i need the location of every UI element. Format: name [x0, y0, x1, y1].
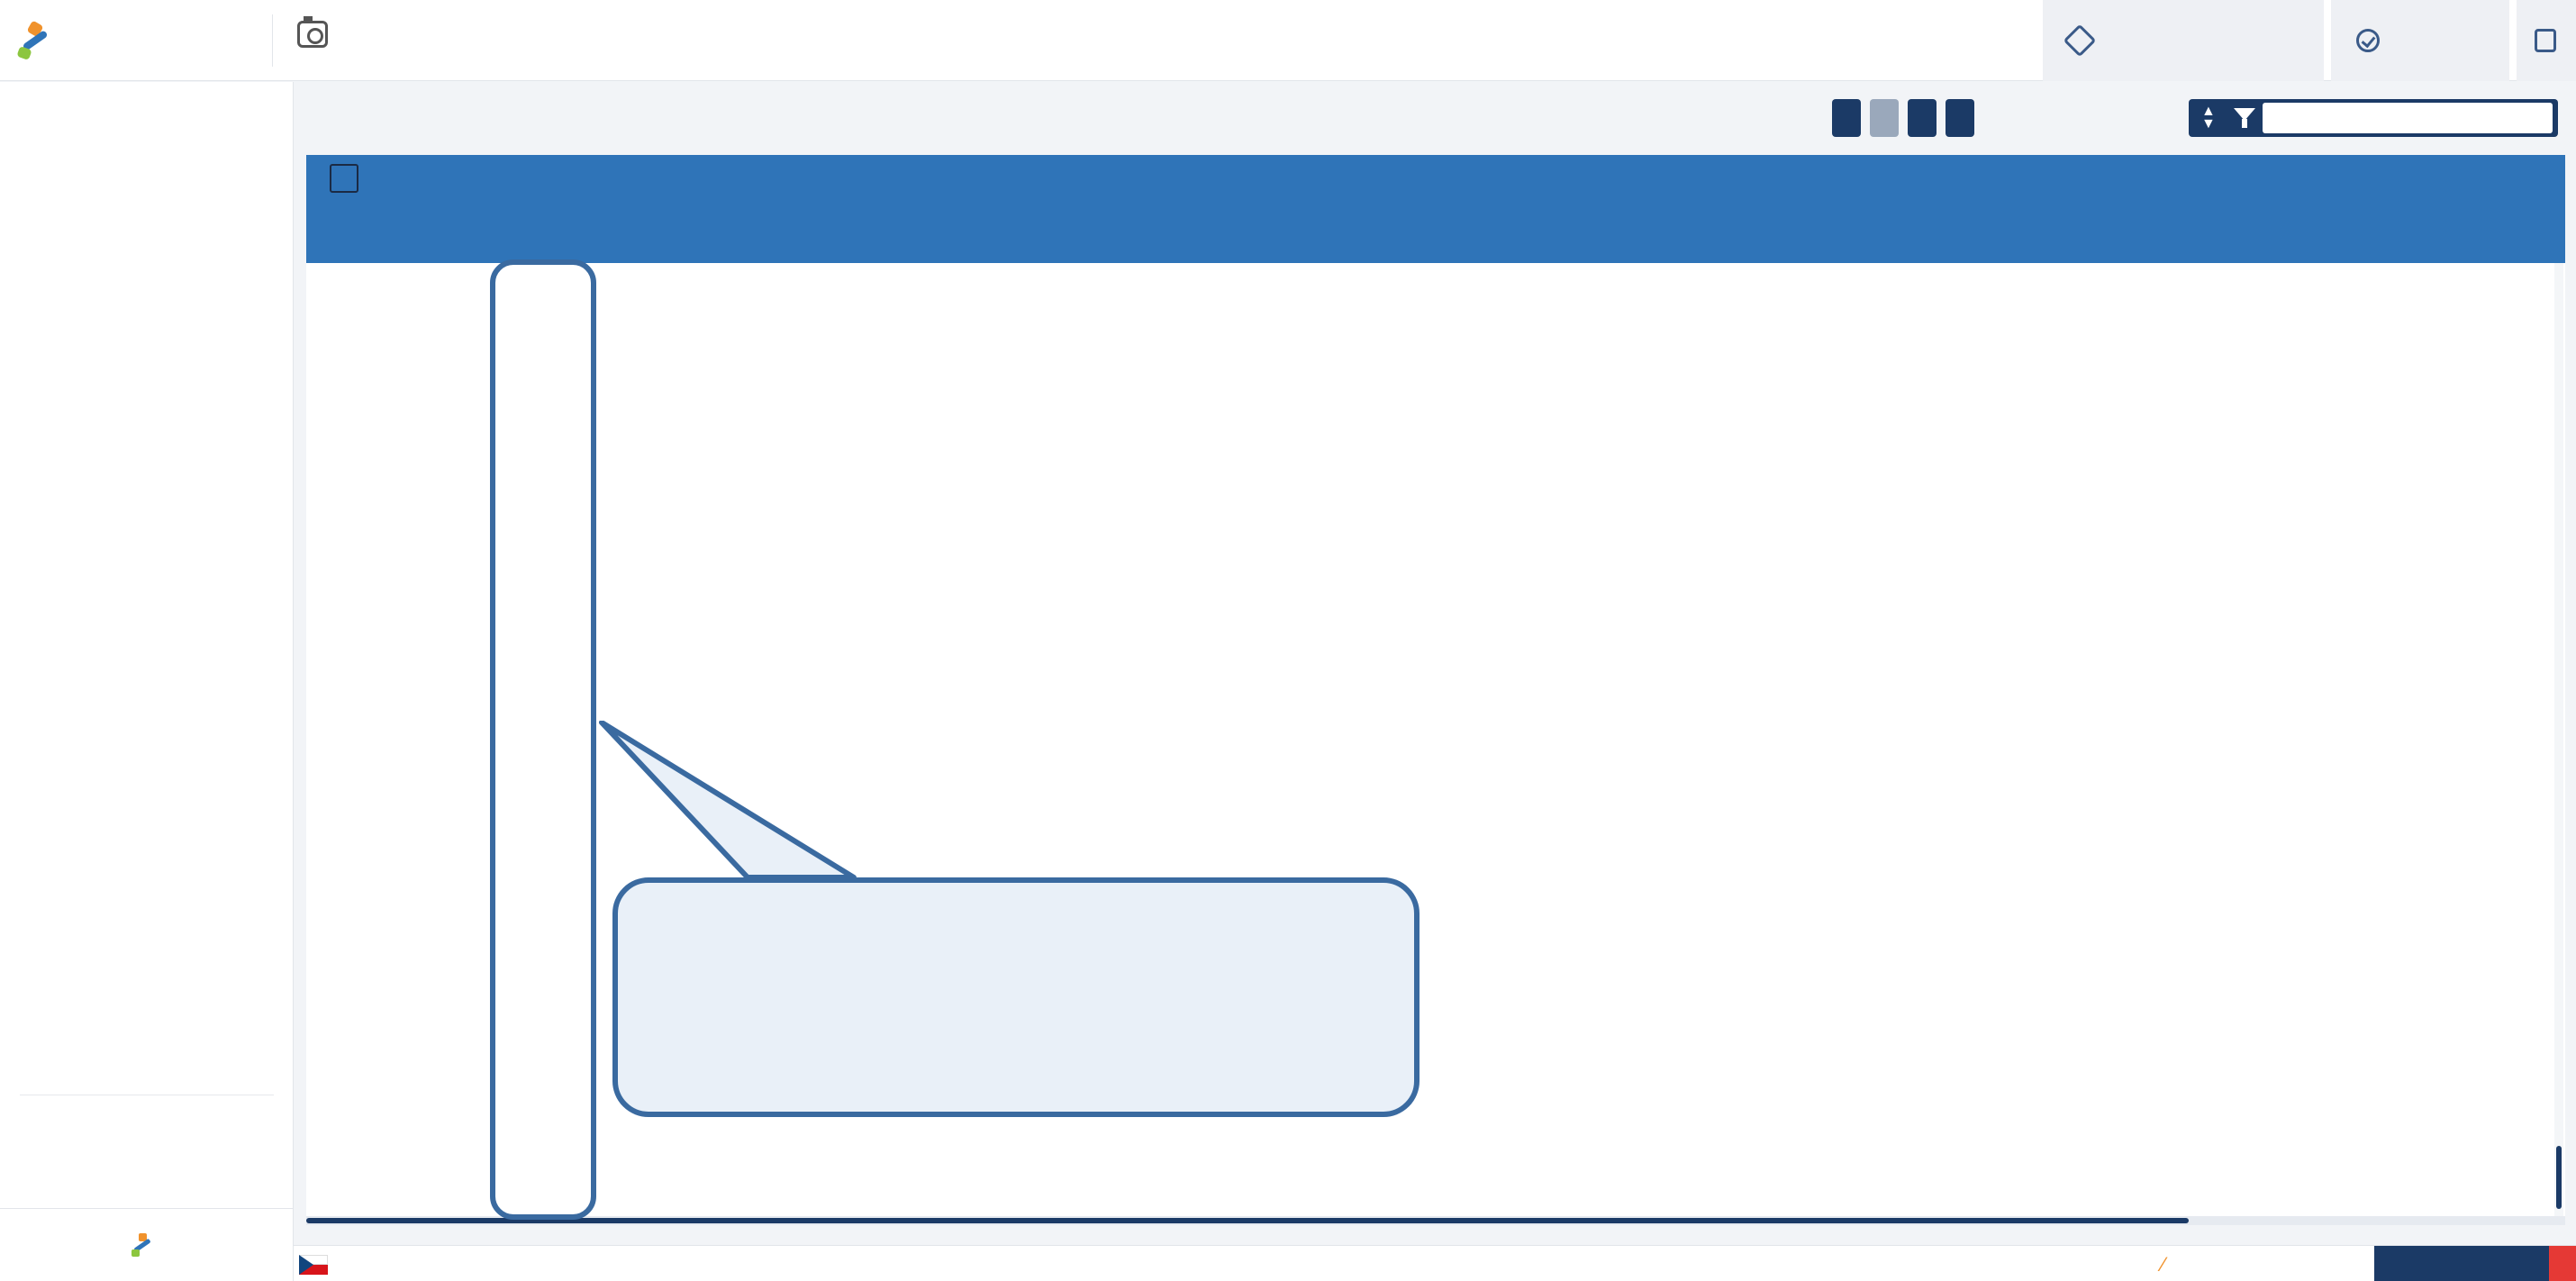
quant-logo[interactable] — [16, 11, 67, 70]
quick-filter-input[interactable] — [2263, 103, 2553, 133]
filter-icon[interactable] — [2234, 108, 2255, 121]
sidebar-quant-logo[interactable] — [0, 1208, 294, 1281]
czech-flag-icon[interactable] — [299, 1255, 328, 1275]
grid-header — [306, 155, 2565, 263]
footer — [294, 1245, 2576, 1281]
sidebar — [0, 82, 294, 1281]
messages-button[interactable] — [2374, 1246, 2576, 1281]
messages-badge — [2549, 1246, 2576, 1281]
quant-mini-icon: ⁄ — [2162, 1253, 2165, 1276]
quick-filter — [2189, 99, 2558, 137]
app-header — [0, 0, 2576, 81]
header-divider — [272, 14, 273, 67]
callout-box — [612, 877, 1420, 1117]
callout-pointer — [596, 721, 866, 901]
open-button[interactable] — [1832, 99, 1861, 137]
check-circle-icon — [2356, 29, 2380, 52]
store-name-value — [20, 1108, 274, 1117]
new-task-button[interactable] — [2331, 0, 2509, 81]
xlsx-export-button[interactable] — [1908, 99, 1937, 137]
quant-logo-small-icon — [131, 1232, 156, 1258]
sort-toggle-icon[interactable]: ▲ ▼ — [2201, 104, 2216, 132]
quant-logo-icon — [16, 21, 56, 60]
user-menu-button[interactable] — [2517, 0, 2576, 81]
search-input[interactable] — [337, 20, 1147, 48]
csv-export-button[interactable] — [1946, 99, 1974, 137]
id-column-highlight — [490, 259, 596, 1220]
grid-toolbar — [1832, 99, 1974, 137]
tag-icon — [2064, 24, 2097, 58]
search-bar — [297, 20, 1147, 48]
show-button[interactable] — [1870, 99, 1899, 137]
vertical-scrollbar[interactable] — [2554, 263, 2563, 1216]
horizontal-scrollbar[interactable] — [306, 1216, 2565, 1225]
powered-by-link[interactable] — [2162, 1253, 2165, 1276]
price-tags-cart-button[interactable] — [2043, 0, 2324, 81]
camera-icon[interactable] — [297, 21, 328, 48]
store-id-value — [20, 1086, 274, 1095]
select-all-checkbox[interactable] — [330, 164, 358, 193]
user-icon — [2535, 29, 2556, 52]
store-info — [0, 1073, 294, 1117]
